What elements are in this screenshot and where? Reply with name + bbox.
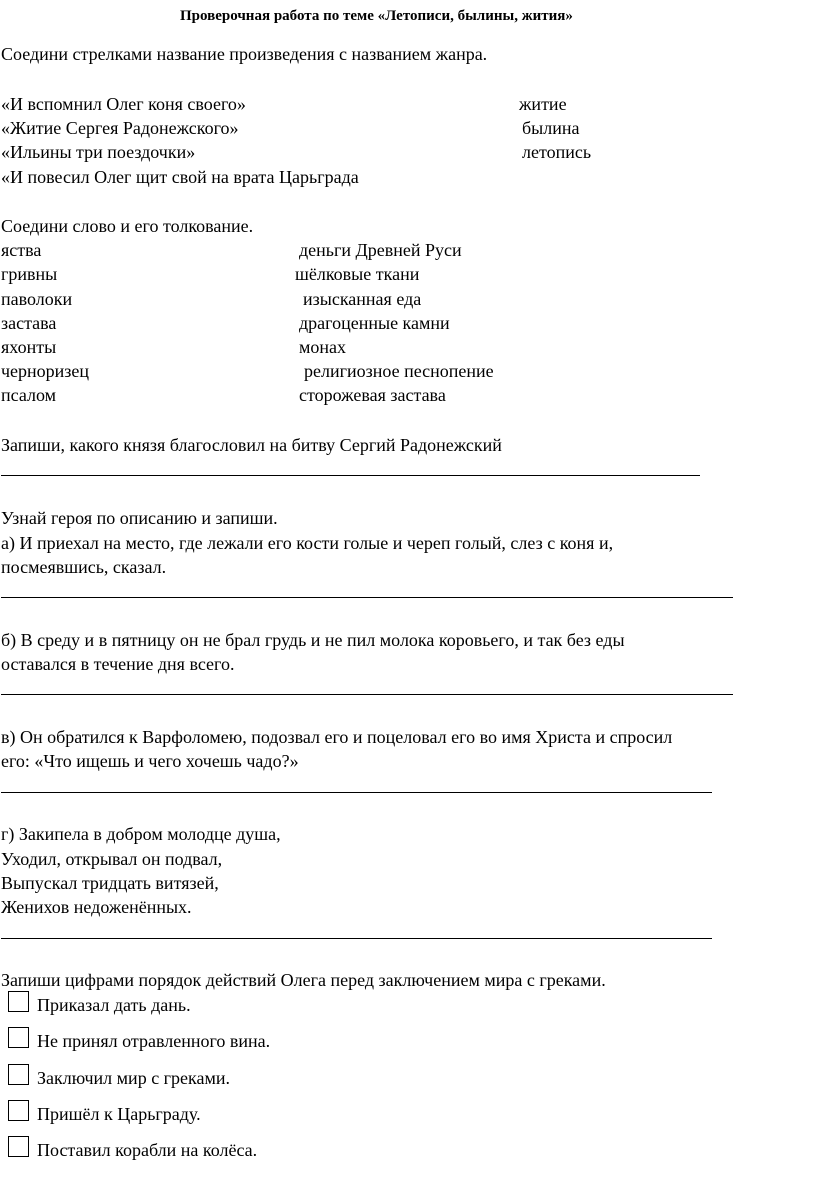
task2-word: черноризец — [1, 361, 90, 381]
task5-instruction: Запиши цифрами порядок действий Олега перед заключением мира с греками. — [1, 970, 606, 990]
task1-work: «И вспомнил Олег коня своего» — [1, 94, 246, 114]
task1-genre: житие — [519, 94, 567, 114]
task2-meaning: шёлковые ткани — [295, 264, 420, 284]
task4-b-line1: б) В среду и в пятницу он не брал грудь и не пил молока коровьего, и так без еды — [1, 630, 625, 650]
task4-d-line2: Уходил, открывал он подвал, — [1, 849, 223, 869]
answer-line[interactable] — [1, 938, 712, 939]
task2-meaning: сторожевая застава — [299, 385, 446, 405]
task1-instruction: Соедини стрелками название произведения с названием жанра. — [1, 44, 488, 64]
task3-question: Запиши, какого князя благословил на битву Сергий Радонежский — [1, 435, 502, 455]
task1-genre: летопись — [522, 142, 592, 162]
task2-word: яства — [1, 240, 42, 260]
task4-a-line2: посмеявшись, сказал. — [1, 557, 167, 577]
task2-instruction: Соедини слово и его толкование. — [1, 216, 254, 236]
task4-c-line2: его: «Что ищешь и чего хочешь чадо?» — [1, 751, 299, 771]
task1-genre: былина — [522, 118, 580, 138]
task1-work: «И повесил Олег щит свой на врата Царьграда — [1, 167, 359, 187]
order-number-box[interactable] — [8, 1064, 29, 1085]
task4-d-line4: Женихов недоженённых. — [1, 897, 192, 917]
task2-meaning: монах — [299, 337, 347, 357]
task2-word: псалом — [1, 385, 57, 405]
order-number-box[interactable] — [8, 1100, 29, 1121]
task4-instruction: Узнай героя по описанию и запиши. — [1, 508, 278, 528]
answer-line[interactable] — [1, 792, 712, 793]
task2-word: гривны — [1, 264, 58, 284]
task1-work: «Житие Сергея Радонежского» — [1, 118, 239, 138]
task4-d-line1: г) Закипела в добром молодце душа, — [1, 824, 281, 844]
task2-meaning: религиозное песнопение — [304, 361, 494, 381]
task2-word: яхонты — [1, 337, 57, 357]
task4-a-line1: а) И приехал на место, где лежали его кости голые и череп голый, слез с коня и, — [1, 533, 614, 553]
task1-work: «Ильины три поездочки» — [1, 142, 196, 162]
task4-c-line1: в) Он обратился к Варфоломею, подозвал его и поцеловал его во имя Христа и спросил — [1, 727, 673, 747]
order-number-box[interactable] — [8, 991, 29, 1012]
order-number-box[interactable] — [8, 1136, 29, 1157]
task4-d-line3: Выпускал тридцать витязей, — [1, 873, 219, 893]
task2-meaning: драгоценные камни — [299, 313, 450, 333]
answer-line[interactable] — [1, 694, 733, 695]
task4-b-line2: оставался в течение дня всего. — [1, 654, 235, 674]
task2-word: паволоки — [1, 289, 73, 309]
page-title: Проверочная работа по теме «Летописи, былины, жития» — [180, 8, 573, 24]
answer-line[interactable] — [1, 597, 733, 598]
order-number-box[interactable] — [8, 1027, 29, 1048]
task5-item: Приказал дать дань. — [37, 995, 191, 1015]
task5-item: Поставил корабли на колёса. — [37, 1140, 258, 1160]
task5-item: Заключил мир с греками. — [37, 1068, 231, 1088]
task2-meaning: изысканная еда — [303, 289, 422, 309]
answer-line[interactable] — [1, 475, 700, 476]
task2-meaning: деньги Древней Руси — [299, 240, 462, 260]
task2-word: застава — [1, 313, 57, 333]
task5-item: Не принял отравленного вина. — [37, 1031, 271, 1051]
task5-item: Пришёл к Царьграду. — [37, 1104, 201, 1124]
